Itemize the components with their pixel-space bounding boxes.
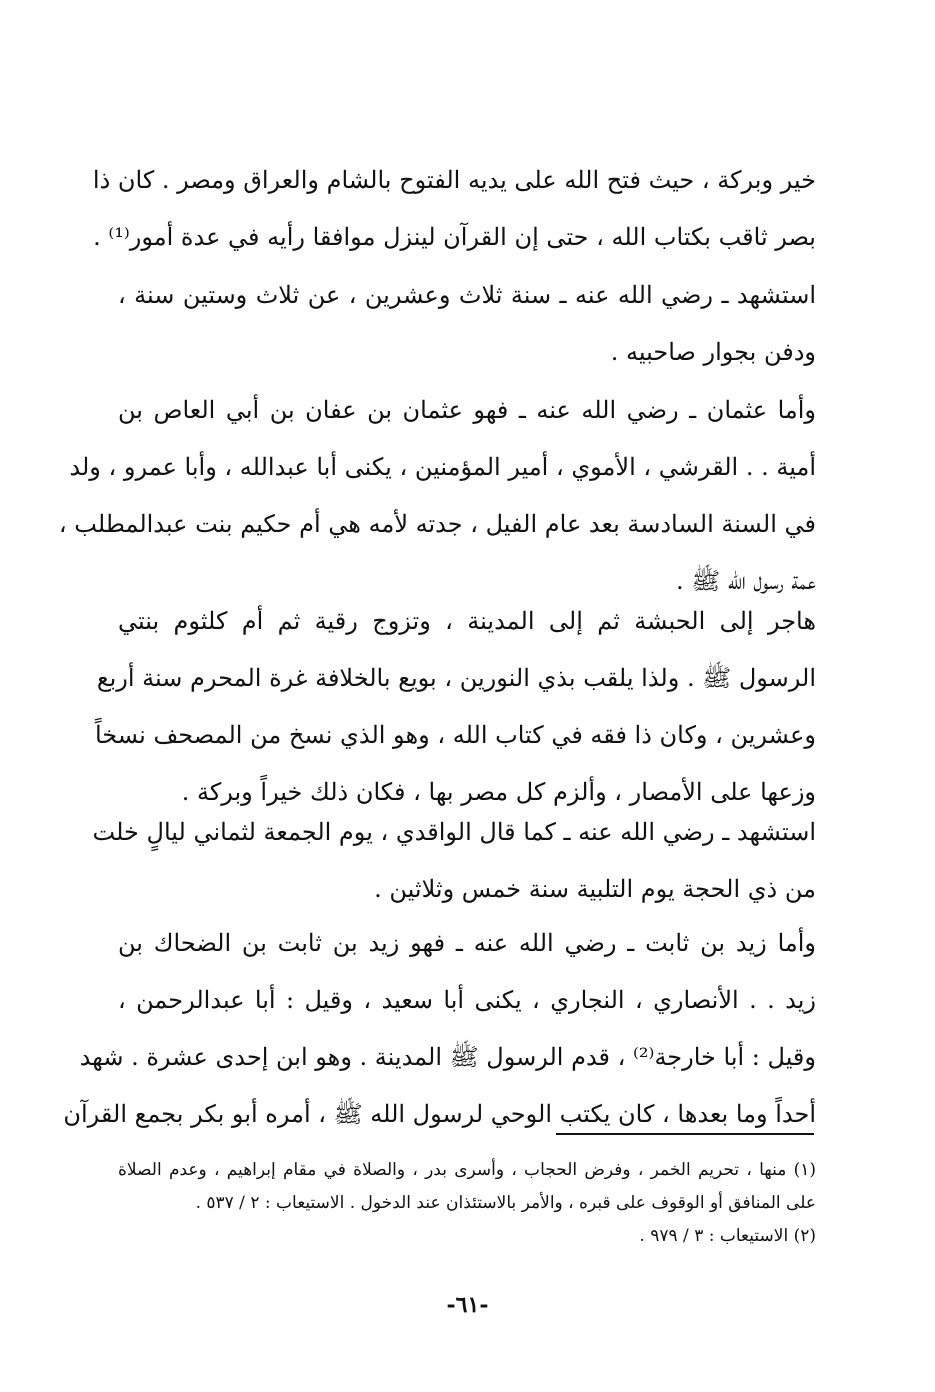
text-line: هاجر إلى الحبشة ثم إلى المدينة ، وتزوج رقية ثم أم كلثوم بنتي [118,607,816,635]
footnote-1: (١) منها ، تحريم الخمر ، وفرض الحجاب ، وأسرى بدر ، والصلاة في مقام إبراهيم ، وعدم الصلاة [118,1160,816,1180]
text-line: في السنة السادسة بعد عام الفيل ، جدته لأمه هي أم حكيم بنت عبدالمطلب ، [58,510,816,538]
text-line: خير وبركة ، حيث فتح الله على يديه الفتوح بالشام والعراق ومصر . كان ذا [92,166,816,194]
paragraph-3 [58,382,816,610]
footnote-separator [556,1133,814,1135]
footnote-1-continued: على المنافق أو الوقوف على قبره ، والأمر بالاستئذان عند الدخول . الاستيعاب : ٢ / ٥٣٧ . [195,1193,816,1213]
text-line: وقيل : أبا خارجة⁽²⁾ ، قدم الرسول ﷺ المدينة . وهو ابن إحدى عشرة . شهد [79,1043,816,1071]
text-line: عمة رسول الله ﷺ . [675,567,816,595]
text-line: وأما زيد بن ثابت ـ رضي الله عنه ـ فهو زيد بن ثابت بن الضحاك بن [118,929,817,957]
text-line: استشهد ـ رضي الله عنه ـ سنة ثلاث وعشرين ، عن ثلاث وستين سنة ، [118,281,816,309]
text-line: الرسول ﷺ . ولذا يلقب بذي النورين ، بويع بالخلافة غرة المحرم سنة أربع [96,664,816,692]
paragraph-5 [92,804,816,918]
text-line: وعشرين ، وكان ذا فقه في كتاب الله ، وهو الذي نسخ من المصحف نسخاً [94,721,816,749]
text-line: استشهد ـ رضي الله عنه ـ كما قال الواقدي ، يوم الجمعة لثماني ليالٍ خلت [92,818,816,846]
text-line: بصر ثاقب بكتاب الله ، حتى إن القرآن لينزل موافقا رأيه في عدة أمور⁽¹⁾ . [93,223,816,251]
text-line: وزعها على الأمصار ، وألزم كل مصر بها ، فكان ذلك خيراً وبركة . [181,778,816,806]
paragraph-4 [94,593,816,821]
text-line: ودفن بجوار صاحبيه . [610,338,816,366]
text-line: أمية . . القرشي ، الأموي ، أمير المؤمنين ، يكنى أبا عبدالله ، وأبا عمرو ، ولد [69,453,816,481]
text-line: أحداً وما بعدها ، كان يكتب الوحي لرسول الله ﷺ ، أمره أبو بكر بجمع القرآن [63,1100,816,1128]
paragraph-6 [63,915,817,1143]
paragraph-2 [118,267,816,381]
text-line: زيد . . الأنصاري ، النجاري ، يكنى أبا سعيد ، وقيل : أبا عبدالرحمن ، [118,986,816,1014]
footnote-2: (٢) الاستيعاب : ٣ / ٩٧٩ . [639,1226,816,1246]
paragraph-1 [92,152,816,266]
page-number: -٦١- [446,1292,489,1318]
text-line: وأما عثمان ـ رضي الله عنه ـ فهو عثمان بن عفان بن أبي العاص بن [118,396,816,424]
text-line: من ذي الحجة يوم التلبية سنة خمس وثلاثين . [374,875,816,903]
footnotes [118,1154,816,1253]
